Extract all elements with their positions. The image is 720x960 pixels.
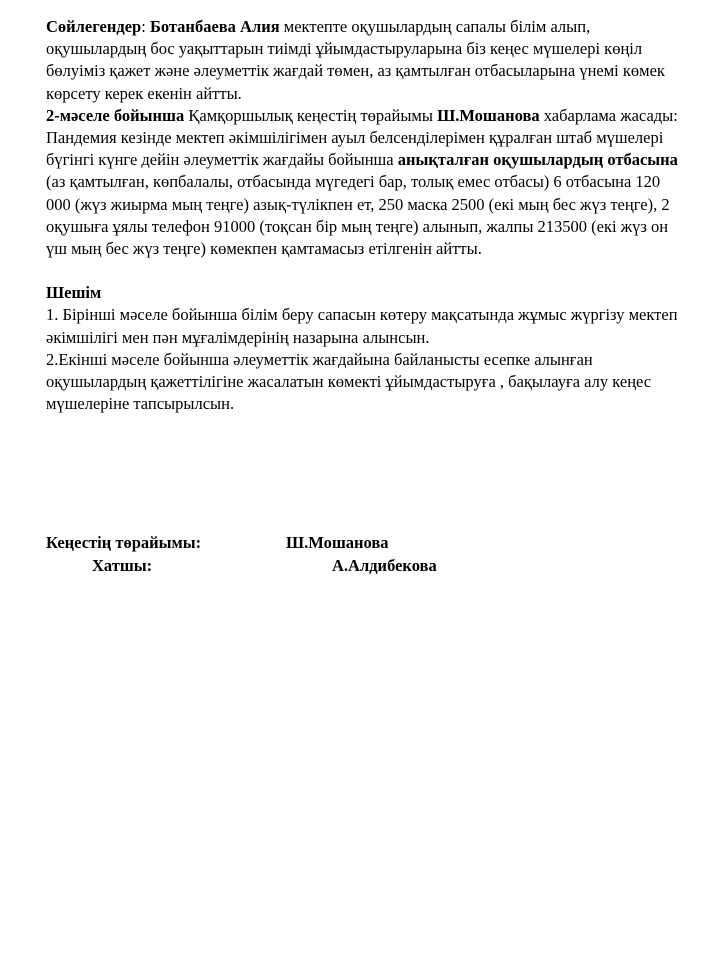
document-body: [46, 16, 686, 415]
item2-name: Ш.Мошанова: [437, 105, 540, 125]
item2-text-1: Қамқоршылық кеңестің төрайымы: [184, 105, 438, 125]
speakers-colon: :: [141, 17, 150, 36]
decision-heading-text: Шешім: [46, 283, 102, 303]
blank-line: [46, 260, 686, 282]
decision-point-1: 1. Бірінші мәселе бойынша білім беру сапасын көтеру мақсатында жұмыс жүргізу мектеп әкімшілігі мен пән мұғалімдерінің назарына алынсын.: [46, 305, 678, 347]
secretary-name: А.Алдибекова: [332, 556, 437, 575]
decision-point-2: 2.Екінші мәселе бойынша әлеуметтік жағдайына байланысты есепке алынған оқушылардың қажеттілігіне жасалатын көмекті ұйымдастыруға , бақылауға алу кеңес мүшелеріне тапсырылсын.: [46, 349, 652, 414]
chair-label: Кеңестің төрайымы:: [46, 533, 202, 552]
item2-text-3: (аз қамтылған, көпбалалы, отбасында мүгедегі бар, толық емес отбасы) 6 отбасына 120 000 (жүз жиырма мың теңге) азық-түлікпен ет, 250 маска 2500 (екі мың бес жүз теңге), 2 оқушыға ұялы телефон 91000 (тоқсан бір мың теңге) алынып, жалпы 213500 (екі жүз он үш мың бес жүз теңге) көмекпен қамтамасыз етілгенін айтты.: [46, 172, 670, 259]
speakers-text: мектепте оқушылардың сапалы білім алып, оқушылардың бос уақыттарын тиімді ұйымдастыруларына біз кеңес мүшелері көңіл бөлуіміз қажет және әлеуметтік жағдай төмен, аз қамтылған отбасыларына үнемі көмек көрсету керек екенін айтты.: [46, 17, 665, 103]
secretary-label: Хатшы:: [92, 556, 153, 575]
speakers-label: Сөйлегендер: [46, 17, 142, 36]
decision-heading: [46, 282, 686, 304]
chair-name: Ш.Мошанова: [286, 533, 389, 552]
item2-text-2: хабарлама жасады: Пандемия кезінде мектеп әкімшілігімен ауыл белсенділерімен құралған штаб мүшелері бүгінгі күнге дейін әлеуметтік жағдайы бойынша: [46, 105, 678, 170]
speaker-name: Ботанбаева Алия: [149, 17, 280, 36]
item2-paragraph: [46, 105, 686, 260]
item2-bold-phrase: анықталған оқушылардың отбасына: [397, 150, 678, 170]
item2-label: 2-мәселе бойынша: [46, 105, 185, 125]
speakers-paragraph: [46, 16, 686, 105]
